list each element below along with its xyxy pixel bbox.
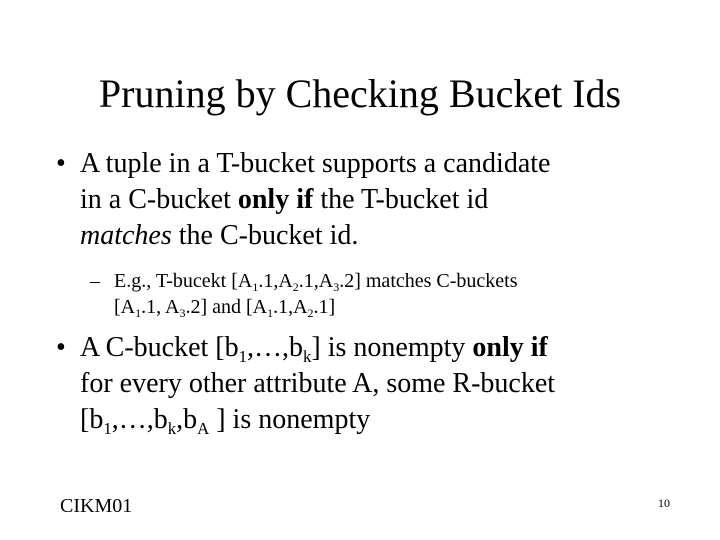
- text-run: for every other attribute A, some R-bucket: [80, 368, 556, 399]
- text-run: E.g., T-bucekt [A: [114, 270, 253, 292]
- subscript: 1: [238, 346, 248, 366]
- text-run: [b: [80, 404, 104, 435]
- sub-bullet-mark: –: [90, 270, 100, 292]
- text-run: ] is nonempty: [209, 404, 371, 435]
- bullet-line: [80, 218, 550, 254]
- subscript: 1: [135, 306, 142, 321]
- subscript: 1: [252, 280, 259, 295]
- subscript: 3: [333, 280, 340, 295]
- subscript: 1: [267, 306, 274, 321]
- text-run: ] is nonempty: [311, 332, 473, 363]
- sub-bullet-line: [114, 294, 518, 320]
- text-run: .1,A: [258, 270, 293, 292]
- text-run: .1,A: [273, 296, 308, 318]
- bullet-c-bucket-nonempty: [56, 330, 676, 442]
- bullet-text: [80, 330, 555, 438]
- subscript: 1: [103, 418, 112, 438]
- text-run: in a C-bucket: [80, 184, 238, 215]
- bullet-line: [80, 366, 555, 402]
- subscript: k: [167, 418, 177, 438]
- subscript: 2: [307, 306, 314, 321]
- subscript: k: [303, 346, 312, 366]
- sub-bullet-line: [114, 268, 518, 294]
- text-run: ,…,b: [247, 332, 304, 363]
- footer-conference-label: CIKM01: [60, 495, 133, 517]
- bullet-mark: •: [56, 332, 66, 363]
- text-run: [A: [114, 296, 136, 318]
- bullet-tuple-supports-candidate: [56, 146, 676, 258]
- subscript: 3: [179, 306, 186, 321]
- emphasis-bold: only if: [237, 184, 314, 215]
- text-run: .1, A: [141, 296, 180, 318]
- slide-title: Pruning by Checking Bucket Ids: [98, 71, 622, 116]
- text-run: ,b: [176, 404, 198, 435]
- bullet-mark: •: [56, 148, 66, 179]
- text-run: A C-bucket [b: [80, 332, 239, 363]
- emphasis-bold: only if: [472, 332, 548, 363]
- subscript: 2: [292, 280, 299, 295]
- text-run: A tuple in a T-bucket supports a candidate: [80, 148, 551, 179]
- bullet-text: [80, 146, 550, 254]
- bullet-line: [80, 146, 550, 182]
- text-run: .2] matches C-buckets: [339, 270, 518, 292]
- text-run: .1]: [313, 296, 336, 318]
- text-run: ,…,b: [111, 404, 168, 435]
- text-run: the C-bucket id.: [171, 220, 359, 251]
- sub-bullet-example: [90, 268, 680, 324]
- bullet-line: [80, 182, 550, 218]
- text-run: the T-bucket id: [313, 184, 489, 215]
- page-number: 10: [658, 496, 670, 510]
- text-run: .2] and [A: [185, 296, 268, 318]
- emphasis-italic: matches: [80, 220, 172, 251]
- sub-bullet-text: [114, 268, 518, 320]
- bullet-line: [80, 330, 555, 366]
- subscript: A: [197, 418, 210, 438]
- bullet-line: [80, 402, 555, 438]
- text-run: .1,A: [298, 270, 334, 292]
